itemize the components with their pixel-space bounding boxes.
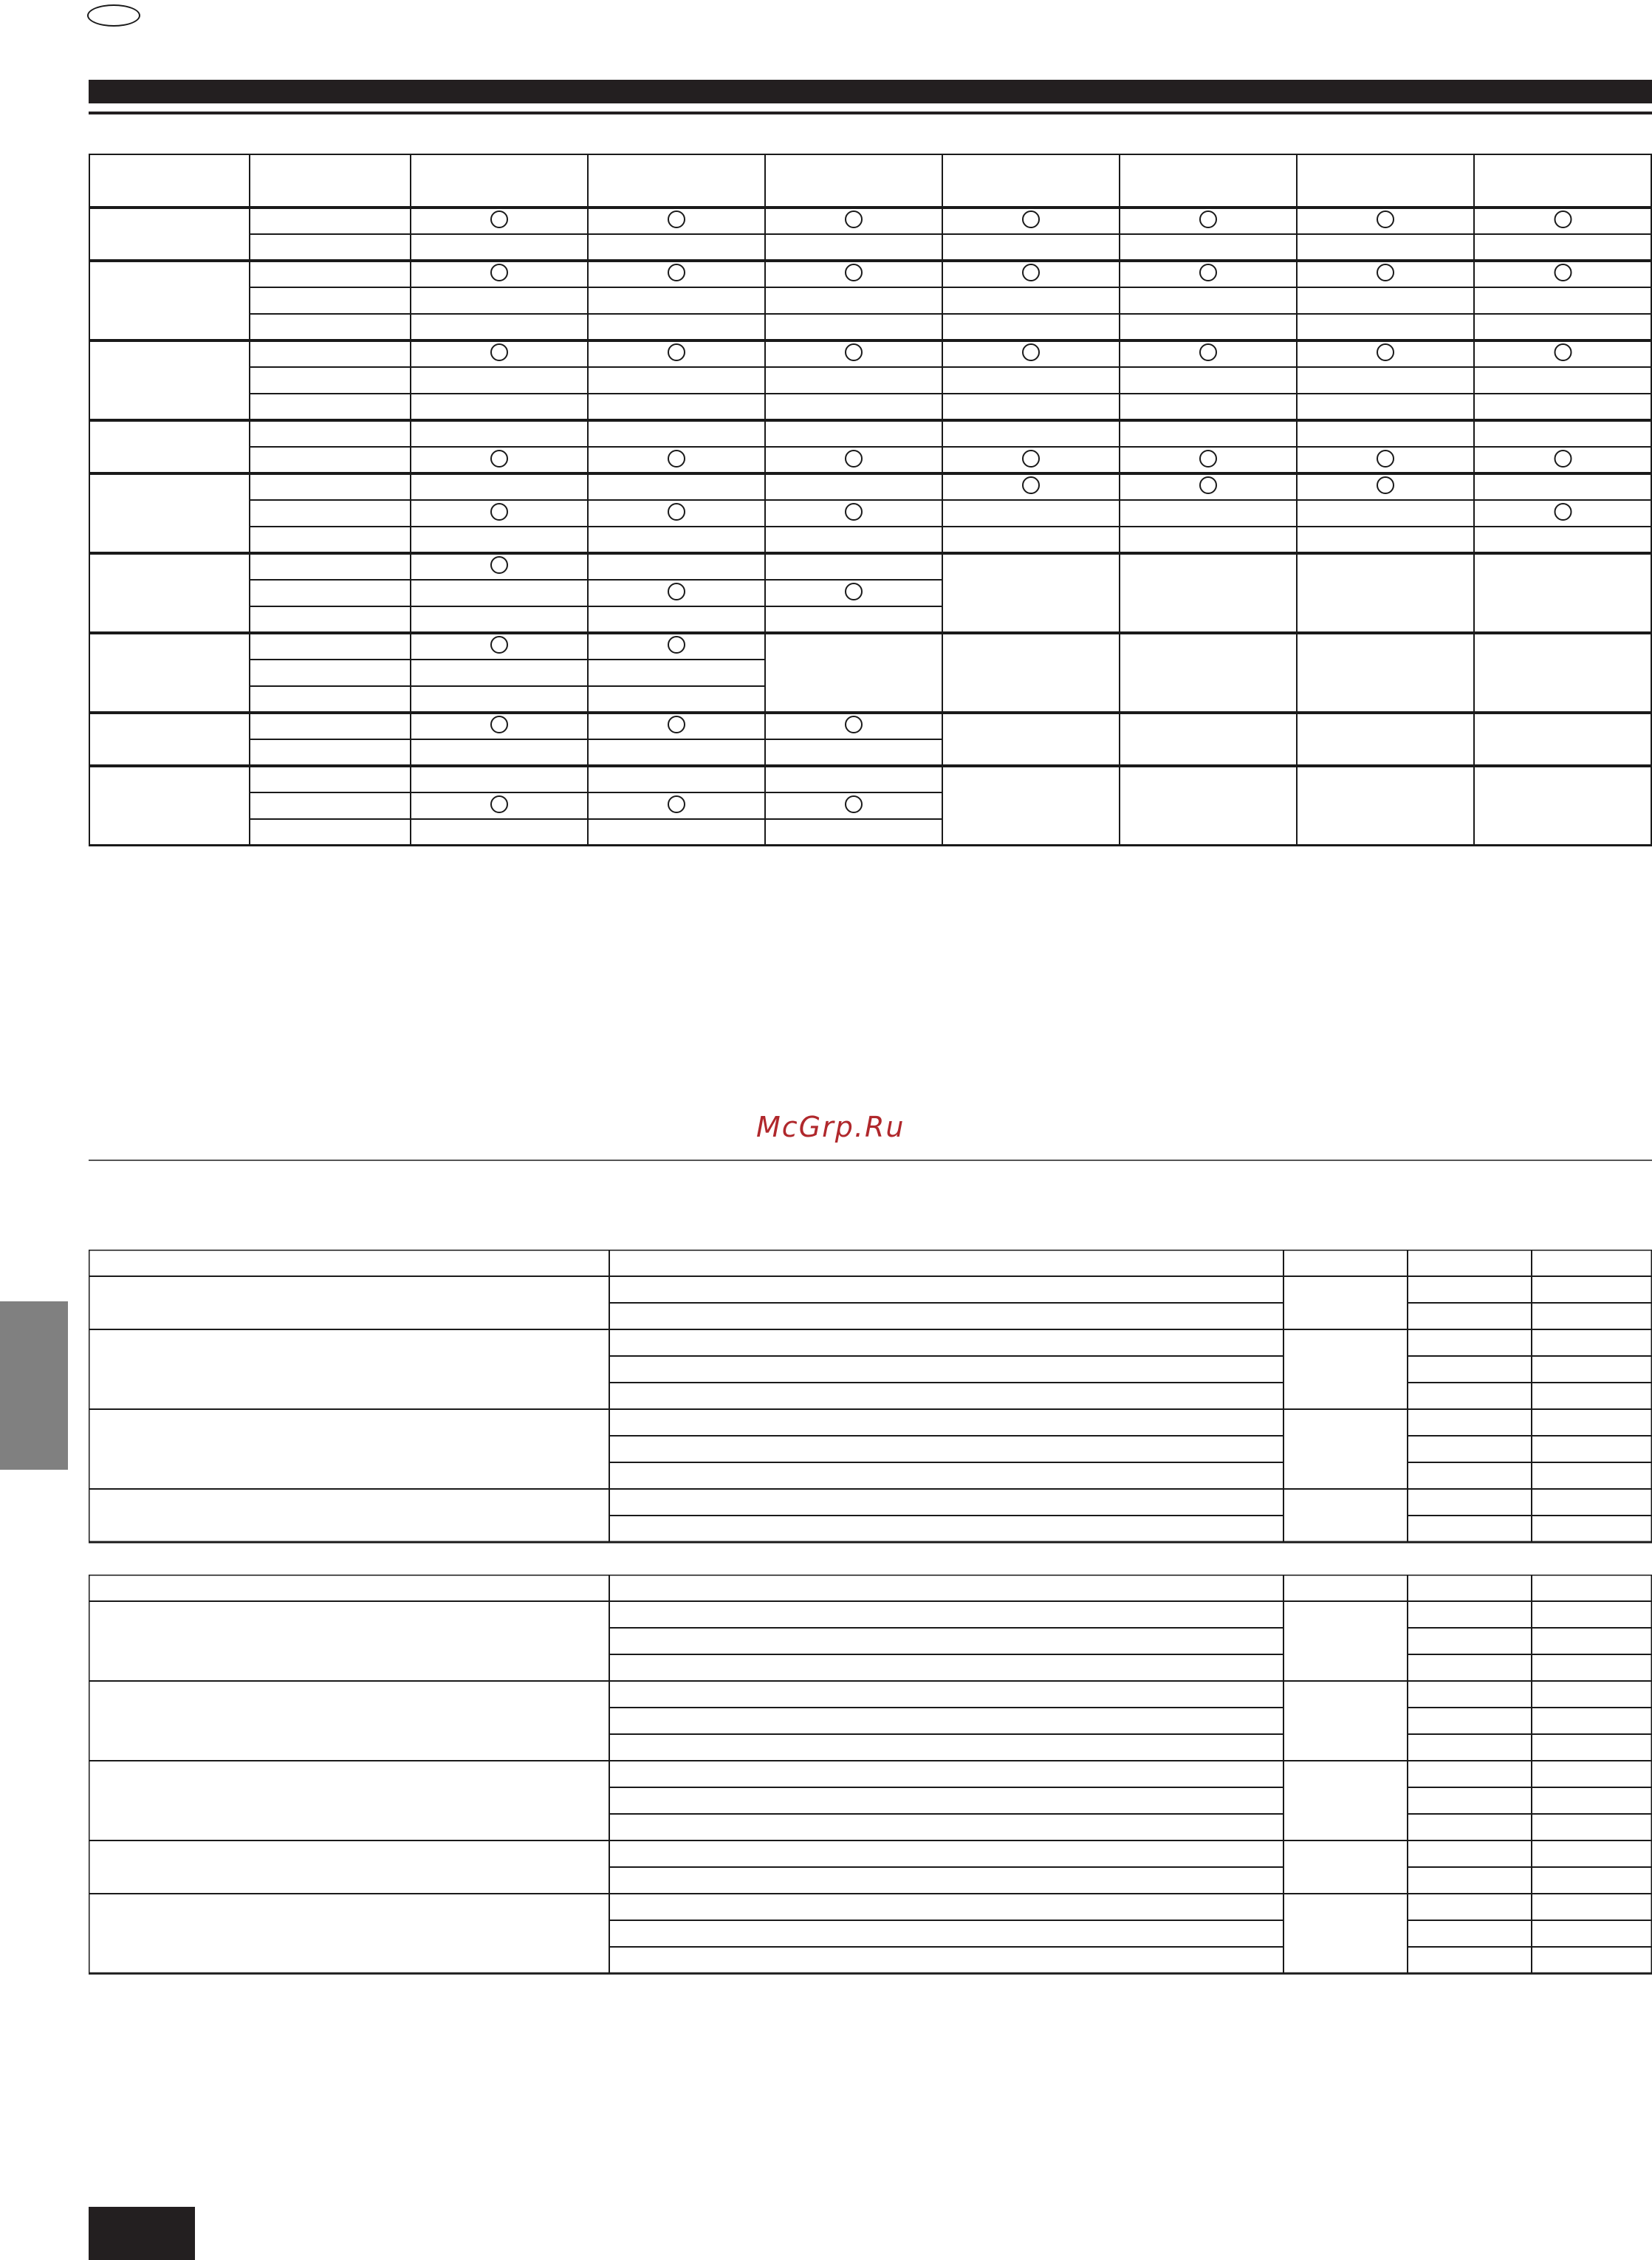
circle-icon	[668, 504, 685, 520]
watermark-text: McGrp.Ru	[756, 1111, 905, 1143]
side-index-tab	[0, 1301, 68, 1470]
circle-icon	[846, 264, 862, 281]
circle-icon	[668, 796, 685, 812]
spec-table-b	[89, 1575, 1652, 1981]
circle-icon	[1200, 211, 1216, 227]
circle-icon	[846, 796, 862, 812]
circle-icon	[668, 637, 685, 653]
circle-icon	[668, 716, 685, 733]
page-number-tab	[89, 2207, 195, 2260]
circle-icon	[1377, 451, 1394, 467]
circle-icon	[491, 264, 507, 281]
circle-icon	[491, 344, 507, 360]
circle-icon	[1023, 211, 1039, 227]
circle-icon	[1555, 504, 1572, 520]
circle-icon	[1555, 264, 1572, 281]
circle-icon	[846, 344, 862, 360]
circle-icon	[846, 451, 862, 467]
circle-icon	[1555, 211, 1572, 227]
circle-icon	[1200, 477, 1216, 493]
circle-icon	[491, 211, 507, 227]
circle-icon	[846, 211, 862, 227]
circle-icon	[1023, 451, 1039, 467]
circle-icon	[491, 796, 507, 812]
circle-icon	[1377, 344, 1394, 360]
circle-icon	[491, 637, 507, 653]
circle-icon	[1377, 264, 1394, 281]
circle-icon	[668, 451, 685, 467]
circle-icon	[1023, 344, 1039, 360]
circle-icon	[846, 583, 862, 600]
circle-icon	[1200, 264, 1216, 281]
circle-icon	[491, 716, 507, 733]
section-divider	[89, 1160, 1652, 1161]
circle-icon	[1023, 264, 1039, 281]
circle-icon	[846, 504, 862, 520]
circle-icon	[668, 344, 685, 360]
circle-icon	[1200, 451, 1216, 467]
circle-icon	[668, 264, 685, 281]
spec-table-a	[89, 1250, 1652, 1545]
circle-icon	[1200, 344, 1216, 360]
compatibility-table	[89, 154, 1652, 846]
circle-icon	[1555, 451, 1572, 467]
section-header-bar	[89, 80, 1652, 103]
circle-icon	[1555, 344, 1572, 360]
circle-icon	[491, 451, 507, 467]
circle-icon	[1377, 477, 1394, 493]
circle-icon	[1023, 477, 1039, 493]
circle-icon	[1377, 211, 1394, 227]
circle-icon	[491, 504, 507, 520]
circle-icon	[668, 583, 685, 600]
circle-icon	[668, 211, 685, 227]
circle-icon	[846, 716, 862, 733]
language-badge	[87, 4, 140, 27]
header-rule	[89, 112, 1652, 114]
circle-icon	[491, 557, 507, 573]
